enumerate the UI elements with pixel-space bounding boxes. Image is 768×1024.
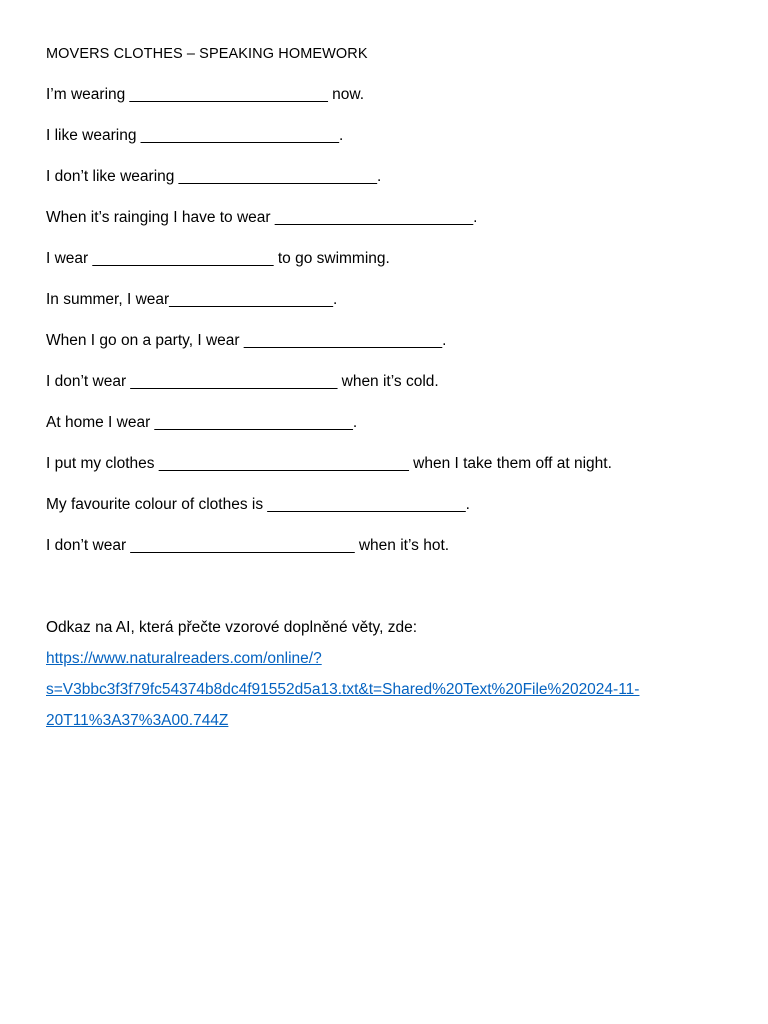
sentence-8: I don’t wear ________________________ when it’s cold. [46,373,439,390]
sentence-6: In summer, I wear___________________. [46,291,338,308]
sentence-9: At home I wear _______________________. [46,414,358,431]
naturalreaders-link-line-1[interactable]: https://www.naturalreaders.com/online/? [46,650,322,667]
document-title: MOVERS CLOTHES – SPEAKING HOMEWORK [46,46,368,62]
sentence-12: I don’t wear __________________________ when it’s hot. [46,537,450,554]
sentence-3: I don’t like wearing _______________________. [46,168,382,185]
link-intro: Odkaz na AI, která přečte vzorové doplněné věty, zde: [46,619,418,636]
naturalreaders-link-line-3[interactable]: 20T11%3A37%3A00.744Z [46,712,229,729]
sentence-10: I put my clothes _____________________________ when I take them off at night. [46,455,612,472]
naturalreaders-link-line-2[interactable]: s=V3bbc3f3f79fc54374b8dc4f91552d5a13.txt&t=Shared%20Text%20File%202024-11- [46,681,640,698]
sentence-2: I like wearing _______________________. [46,127,344,144]
sentence-7: When I go on a party, I wear _______________________. [46,332,447,349]
sentence-5: I wear _____________________ to go swimming. [46,250,390,267]
sentence-4: When it’s rainging I have to wear _______________________. [46,209,478,226]
sentence-1: I’m wearing _______________________ now. [46,86,365,103]
sentence-11: My favourite colour of clothes is _______________________. [46,496,470,513]
